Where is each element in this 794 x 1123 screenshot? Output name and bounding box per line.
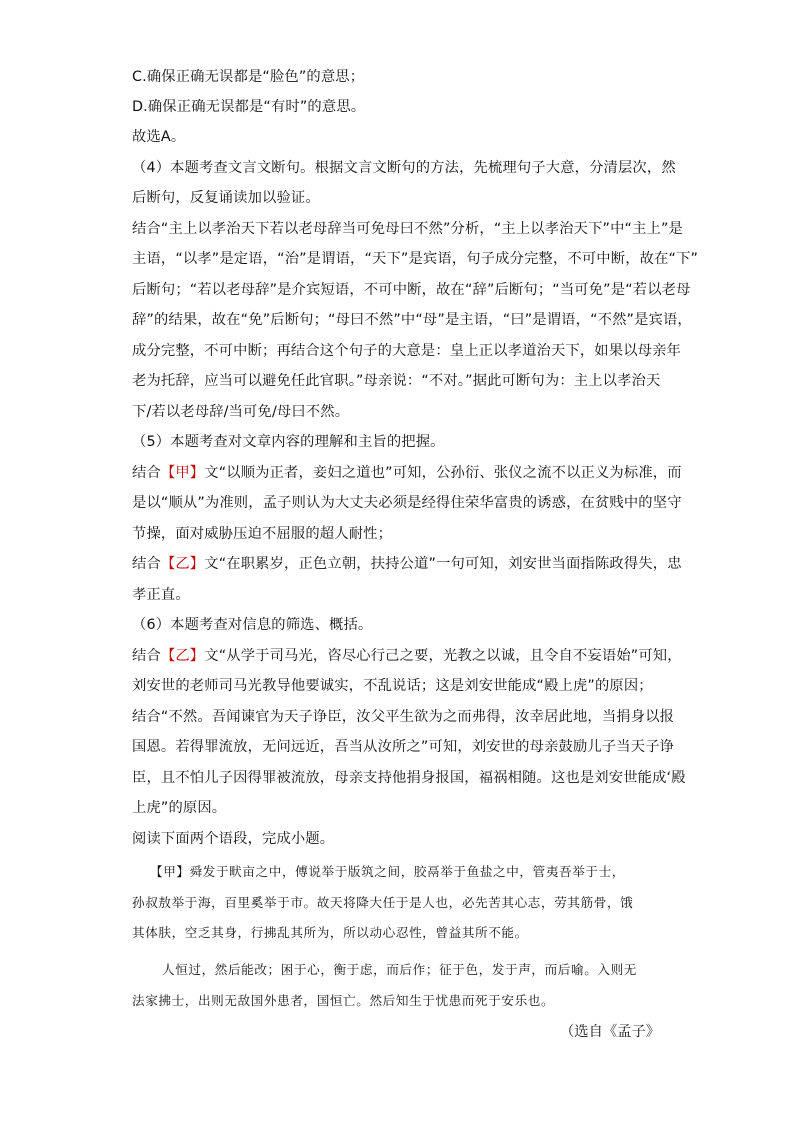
q5-jia-line	[132, 463, 682, 483]
yi-tag: 【乙】	[160, 556, 205, 572]
q6-text-line: 臣，且不怕儿子因得罪被流放，母亲支持他捐身报国，福祸相随。这也是刘安世能成‘殿	[132, 770, 686, 786]
q4-text-line: 成分完整，不可中断；再结合这个句子的大意是：皇上正以孝道治天下，如果以母亲年	[132, 343, 681, 359]
q5-prefix: 结合	[132, 556, 161, 572]
reading-intro: 阅读下面两个语段，完成小题。	[132, 831, 335, 847]
answer-choice: 故选A。	[132, 129, 186, 145]
q6-yi-line	[132, 646, 682, 666]
passage-jia-tag: 【甲】	[150, 864, 190, 879]
q4-text-line: 后断句；“若以老母辞”是介宾短语，不可中断，故在“辞”后断句；“当可免”是“若以老母	[132, 282, 691, 298]
q5-text-line: 是以“顺从”为准则，孟子则认为大丈夫必须是经得住荣华富贵的诱惑，在贫贱中的坚守	[132, 495, 682, 511]
passage-source: （选自《孟子》	[560, 1024, 661, 1040]
q4-text-line: 下/若以老母辞/当可免/母曰不然。	[132, 404, 350, 420]
q5-jia-text: 文“以顺为正者，妾妇之道也”可知，公孙衍、张仪之流不以正义为标准，而	[204, 465, 682, 481]
q5-yi-line	[132, 554, 682, 574]
q6-text-line: 结合“不然。吾闻谏官为天子诤臣，汝父平生欲为之而弗得，汝幸居此地，当捐身以报	[132, 709, 675, 725]
q5-title: （5）本题考查对文章内容的理解和主旨的把握。	[132, 434, 445, 450]
q6-text-line: 国恩。若得罪流放，无问远近，吾当从汝所之”可知，刘安世的母亲鼓励儿子当天子诤	[132, 739, 675, 755]
q5-text-line: 节操，面对威胁压迫不屈服的超人耐性；	[132, 526, 393, 542]
passage-text: 舜发于畎亩之中，傅说举于版筑之间，胶鬲举于鱼盐之中，管夷吾举于士，	[189, 864, 625, 879]
answer-option-d: D.确保正确无误都是“有时”的意思。	[132, 99, 366, 115]
q4-text-line: 主语，“以孝”是定语，“治”是谓语，“天下”是宾语，句子成分完整，不可中断，故在“下”	[132, 251, 699, 267]
q6-text-line: 刘安世的老师司马光教导他要诚实，不乱说话；这是刘安世能成“殿上虎”的原因；	[132, 678, 653, 694]
q4-text-line: 后断句，反复诵读加以验证。	[132, 190, 320, 206]
q6-yi-text: 文“从学于司马光，咨尽心行己之要，光教之以诚，且令自不妄语始”可知，	[204, 648, 682, 664]
q4-text-line: 老为托辞，应当可以避免任此官职。”母亲说：“不对。”据此可断句为：主上以孝治天	[132, 373, 661, 389]
q5-prefix: 结合	[132, 465, 161, 481]
passage-text: 孙叔敖举于海，百里奚举于市。故天将降大任于是人也，必先苦其心志，劳其筋骨，饿	[132, 895, 634, 910]
q6-text-line: 上虎”的原因。	[132, 800, 227, 816]
q5-yi-text: 文“在职累岁，正色立朝，扶持公道”一句可知，刘安世当面指陈政得失，忠	[204, 556, 682, 572]
jia-tag: 【甲】	[160, 465, 205, 481]
passage-text: 其体肤，空乏其身，行拂乱其所为，所以动心忍性，曾益其所不能。	[132, 925, 528, 940]
q4-title: （4）本题考查文言文断句。根据文言文断句的方法，先梳理句子大意，分清层次，然	[132, 160, 676, 176]
passage-text: 人恒过，然后能改；困于心，衡于虑，而后作；征于色，发于声，而后喻。入则无	[162, 962, 637, 977]
q6-title: （6）本题考查对信息的筛选、概括。	[132, 617, 373, 633]
q4-text-line: 辞”的结果，故在“免”后断句；“母曰不然”中“母”是主语，“曰”是谓语，“不然”是宾语，	[132, 312, 692, 328]
answer-option-c: C.确保正确无误都是“脸色”的意思；	[132, 69, 365, 85]
q4-text-line: 结合“主上以孝治天下若以老母辞当可免母曰不然”分析，“主上以孝治天下”中“主上”是	[132, 221, 683, 237]
passage-jia-line	[150, 862, 625, 882]
passage-text: 法家拂士，出则无敌国外患者，国恒亡。然后知生于忧患而死于安乐也。	[132, 993, 555, 1008]
q6-prefix: 结合	[132, 648, 161, 664]
q5-text-line: 孝正直。	[132, 587, 190, 603]
yi-tag: 【乙】	[160, 648, 205, 664]
